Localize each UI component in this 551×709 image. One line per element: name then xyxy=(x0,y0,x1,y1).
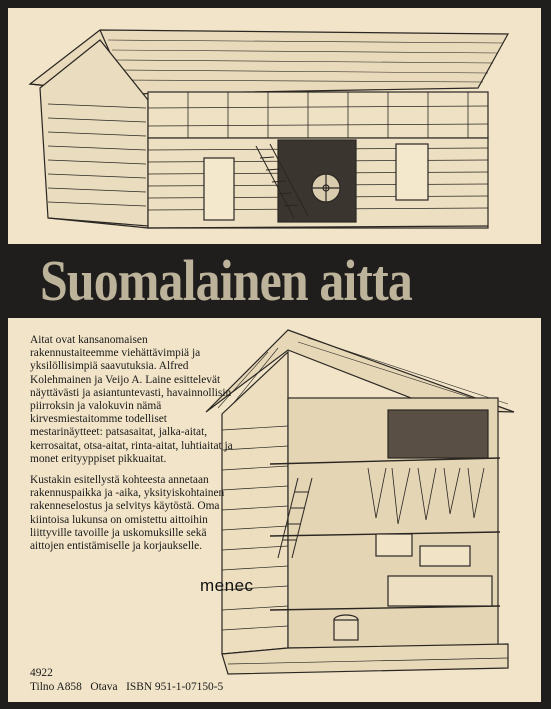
watermark-text: menec xyxy=(200,576,254,595)
isbn: ISBN 951-1-07150-5 xyxy=(126,680,224,693)
cover-description xyxy=(30,334,235,561)
publication-info xyxy=(30,667,223,694)
description-paragraph-2: Kustakin esitellystä kohteesta annetaan rakennuspaikka ja -aika, yksityiskohtainen rakenneselostus ja selvitys käytöstä. Oma kiintoisa lukunsa on omistettu aittoihin liittyville tavoille ja uskomuksille sekä aittojen entistämiselle ja korjaukselle. xyxy=(30,474,225,553)
cover-title: Suomalainen aitta xyxy=(40,248,413,313)
publisher-name: Otava xyxy=(90,680,118,693)
publication-row xyxy=(30,681,223,695)
top-illustration xyxy=(8,8,541,244)
order-number: Tilno A858 xyxy=(30,680,82,693)
two-storey-granary-drawing xyxy=(8,8,541,244)
description-paragraph-1: Aitat ovat kansanomaisen rakennustaiteemme viehättävimpiä ja yksilöllisimpiä saavutuksia. Alfred Kolehmainen ja Veijo A. Laine esittelevät näyttävästi ja asiantuntevasti, havainnollisin piirroksin ja valokuvin nämä kirvesmiestaitomme todelliset mestarinäytteet: patsasaitat, jalka-aitat, kerrosaitat, otsa-aitat, rinta-aitat, luhtiaitat ja monet erityyppiset pikkuaitat. xyxy=(30,334,233,465)
product-code: 4922 xyxy=(30,667,53,679)
